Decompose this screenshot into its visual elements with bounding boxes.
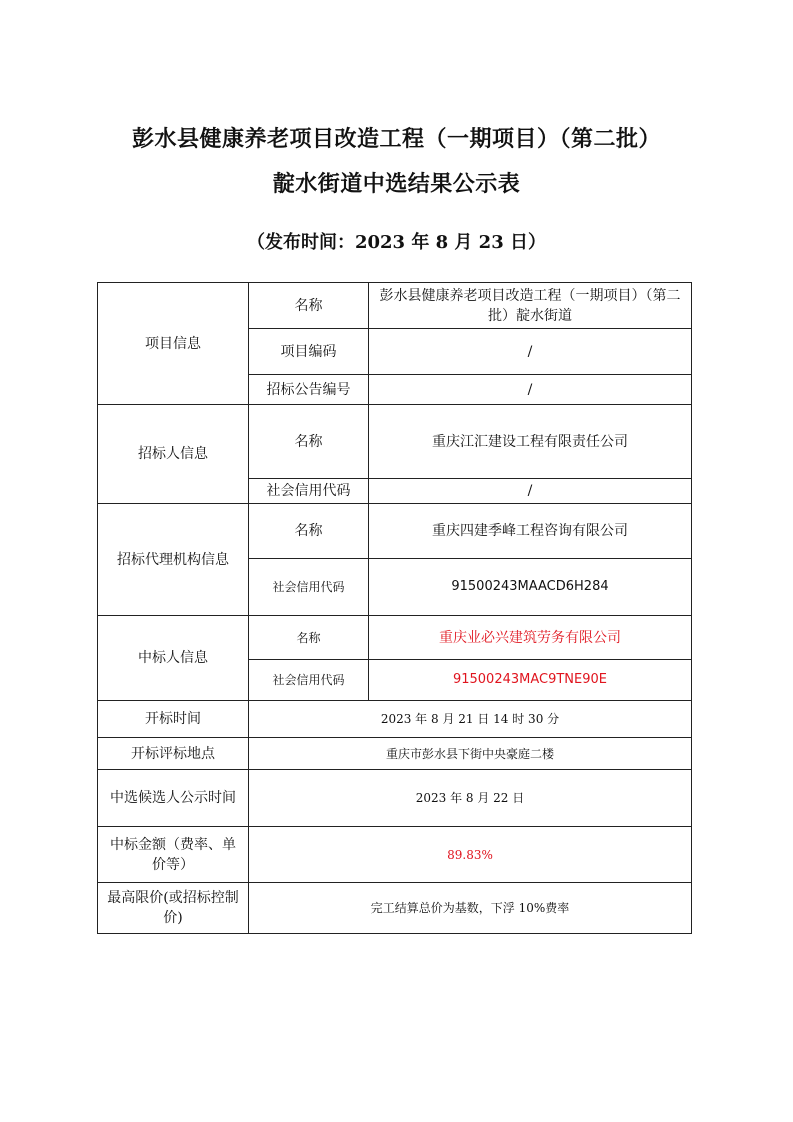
agency-credit-value: 91500243MAACD6H284 [369, 559, 692, 616]
tenderer-credit-value: / [369, 479, 692, 504]
bid-amount-label: 中标金额（费率、单价等） [98, 827, 249, 883]
document-title: 彭水县健康养老项目改造工程（一期项目）（第二批） [131, 127, 661, 152]
table-row [98, 701, 692, 738]
table-row [98, 738, 692, 770]
opening-time-value: 2023 年 8 月 21 日 14 时 30 分 [249, 701, 692, 738]
project-name-value: 彭水县健康养老项目改造工程（一期项目）（第二批）靛水街道 [369, 283, 692, 329]
max-price-value: 完工结算总价为基数，下浮 10%费率 [249, 883, 692, 934]
tenderer-credit-label: 社会信用代码 [249, 479, 369, 504]
publicity-time-label: 中选候选人公示时间 [98, 770, 249, 827]
notice-number-label: 招标公告编号 [249, 375, 369, 405]
agency-name-value: 重庆四建季峰工程咨询有限公司 [369, 504, 692, 559]
tenderer-name-label: 名称 [249, 405, 369, 479]
agency-info-section: 招标代理机构信息 [98, 504, 249, 616]
location-label: 开标评标地点 [98, 738, 249, 770]
project-code-value: / [369, 329, 692, 375]
table-row [98, 504, 692, 559]
winner-credit-value: 91500243MAC9TNE90E [369, 660, 692, 701]
project-info-section: 项目信息 [98, 283, 249, 405]
winner-credit-label: 社会信用代码 [249, 660, 369, 701]
table-row [98, 827, 692, 883]
agency-name-label: 名称 [249, 504, 369, 559]
winner-name-value: 重庆业必兴建筑劳务有限公司 [369, 616, 692, 660]
table-row [98, 283, 692, 329]
document-subtitle: 靛水街道中选结果公示表 [272, 172, 521, 197]
bid-amount-value: 89.83% [249, 827, 692, 883]
table-row [98, 616, 692, 660]
max-price-label: 最高限价(或招标控制价) [98, 883, 249, 934]
publish-date: （发布时间：2023 年 8 月 23 日） [246, 232, 546, 253]
publicity-time-value: 2023 年 8 月 22 日 [249, 770, 692, 827]
location-value: 重庆市彭水县下街中央豪庭二楼 [249, 738, 692, 770]
agency-credit-label: 社会信用代码 [249, 559, 369, 616]
project-name-label: 名称 [249, 283, 369, 329]
table-row [98, 883, 692, 934]
tenderer-info-section: 招标人信息 [98, 405, 249, 504]
winner-info-section: 中标人信息 [98, 616, 249, 701]
opening-time-label: 开标时间 [98, 701, 249, 738]
table-row [98, 770, 692, 827]
winner-name-label: 名称 [249, 616, 369, 660]
notice-number-value: / [369, 375, 692, 405]
tenderer-name-value: 重庆江汇建设工程有限责任公司 [369, 405, 692, 479]
result-table [97, 282, 692, 934]
project-code-label: 项目编码 [249, 329, 369, 375]
table-row [98, 405, 692, 479]
